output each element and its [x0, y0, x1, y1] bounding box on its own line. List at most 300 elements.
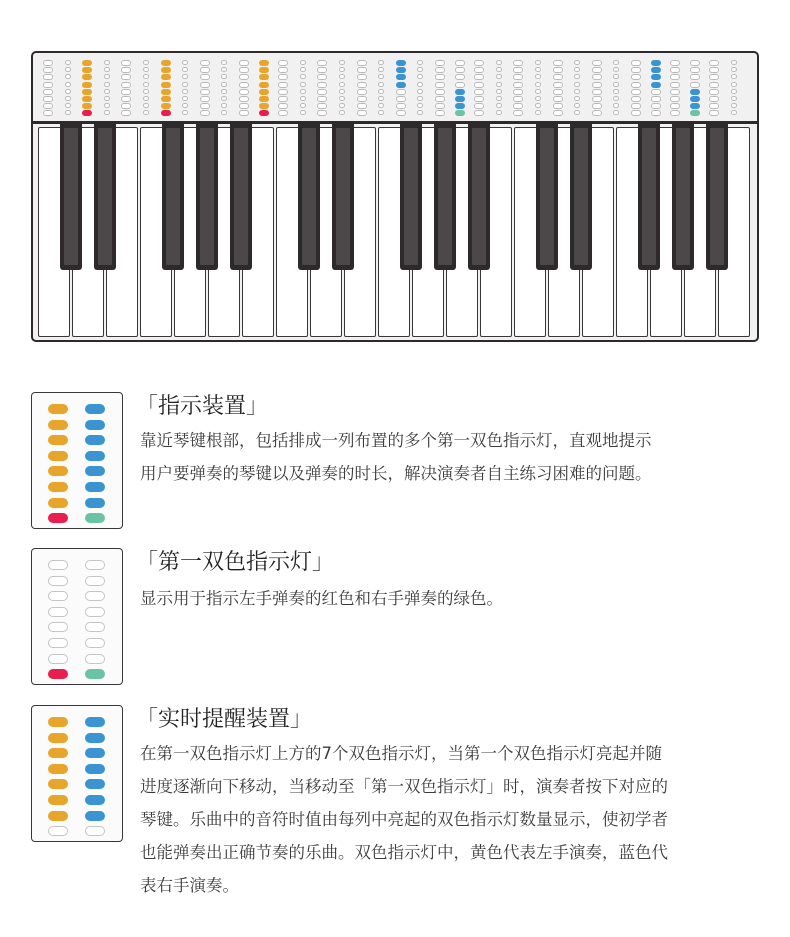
indicator-light [613, 82, 619, 87]
indicator-light [613, 110, 619, 115]
legend-light [85, 733, 105, 743]
indicator-light [455, 110, 465, 116]
indicator-light [357, 89, 367, 95]
indicator-light [709, 67, 719, 73]
indicator-light [339, 67, 345, 72]
legend-light [85, 717, 105, 727]
indicator-light [357, 60, 367, 66]
indicator-light [259, 103, 269, 109]
legend-light [48, 513, 68, 523]
indicator-light [690, 110, 700, 116]
indicator-light [513, 89, 523, 95]
indicator-light [239, 60, 249, 66]
indicator-light [182, 110, 188, 115]
indicator-panel [33, 53, 757, 121]
legend-light [85, 826, 105, 836]
indicator-light [496, 110, 502, 115]
indicator-light [239, 110, 249, 116]
indicator-light [43, 74, 53, 80]
indicator-light [259, 89, 269, 95]
indicator-light [200, 96, 210, 102]
indicator-light [200, 89, 210, 95]
indicator-light [396, 67, 406, 73]
indicator-light [182, 103, 188, 108]
indicator-light [709, 110, 719, 116]
legend-light [85, 513, 105, 523]
legend-light [48, 779, 68, 789]
indicator-light [161, 96, 171, 102]
indicator-light [221, 74, 227, 79]
description-line: 在第一双色指示灯上方的7个双色指示灯，当第一个双色指示灯亮起并随 [140, 744, 662, 763]
indicator-light [339, 89, 345, 94]
indicator-light [455, 60, 465, 66]
indicator-light [121, 89, 131, 95]
indicator-light [43, 89, 53, 95]
indicator-light [435, 67, 445, 73]
indicator-light [278, 96, 288, 102]
indicator-light [396, 96, 406, 102]
indicator-light [496, 96, 502, 101]
section-description [140, 424, 770, 490]
description-line: 显示用于指示左手弹奏的红色和右手弹奏的绿色。 [140, 589, 503, 608]
indicator-light [417, 67, 423, 72]
legend-light [48, 748, 68, 758]
legend-light [48, 717, 68, 727]
indicator-light [300, 89, 306, 94]
indicator-light [709, 82, 719, 88]
indicator-light [474, 74, 484, 80]
indicator-light [339, 96, 345, 101]
indicator-light [455, 89, 465, 95]
indicator-light [535, 89, 541, 94]
indicator-light [143, 74, 149, 79]
indicator-light [435, 82, 445, 88]
indicator-light [513, 82, 523, 88]
legend-light [48, 638, 68, 648]
indicator-light [239, 89, 249, 95]
indicator-light [613, 96, 619, 101]
indicator-light [396, 82, 406, 88]
indicator-light [631, 60, 641, 66]
black-key [196, 124, 218, 270]
indicator-light [435, 96, 445, 102]
indicator-light [455, 103, 465, 109]
indicator-light [496, 60, 502, 65]
black-key [468, 124, 490, 270]
legend-light [48, 591, 68, 601]
indicator-light [574, 74, 580, 79]
indicator-light [317, 82, 327, 88]
indicator-light [435, 89, 445, 95]
indicator-light [535, 103, 541, 108]
black-key [672, 124, 694, 270]
indicator-light [357, 82, 367, 88]
indicator-light [182, 96, 188, 101]
indicator-light [65, 96, 71, 101]
legend-light [48, 482, 68, 492]
indicator-light [339, 103, 345, 108]
indicator-light [513, 67, 523, 73]
indicator-light [396, 103, 406, 109]
indicator-light [182, 60, 188, 65]
legend-light [48, 435, 68, 445]
indicator-light [690, 67, 700, 73]
legend-light [85, 779, 105, 789]
legend-light [85, 654, 105, 664]
indicator-light [474, 60, 484, 66]
legend-light [48, 826, 68, 836]
indicator-light [82, 89, 92, 95]
indicator-light [121, 74, 131, 80]
indicator-light [709, 103, 719, 109]
indicator-light [121, 67, 131, 73]
indicator-light [651, 60, 661, 66]
indicator-light [143, 103, 149, 108]
indicator-light [278, 110, 288, 116]
indicator-light [553, 110, 563, 116]
indicator-light [670, 74, 680, 80]
indicator-light [317, 110, 327, 116]
legend-light [48, 607, 68, 617]
indicator-light [200, 60, 210, 66]
indicator-light [259, 96, 269, 102]
legend-light [48, 811, 68, 821]
indicator-light [574, 89, 580, 94]
black-key [230, 124, 252, 270]
indicator-light [631, 103, 641, 109]
indicator-light [709, 96, 719, 102]
indicator-light [535, 60, 541, 65]
indicator-light [300, 103, 306, 108]
indicator-light [731, 67, 737, 72]
indicator-light [690, 103, 700, 109]
indicator-light [161, 67, 171, 73]
indicator-light [631, 89, 641, 95]
indicator-light [278, 82, 288, 88]
indicator-light [651, 96, 661, 102]
indicator-light [417, 60, 423, 65]
indicator-light [43, 96, 53, 102]
legend-light [85, 638, 105, 648]
indicator-light [613, 89, 619, 94]
indicator-light [553, 89, 563, 95]
indicator-light [670, 60, 680, 66]
indicator-light [300, 74, 306, 79]
indicator-light [592, 89, 602, 95]
indicator-light [143, 89, 149, 94]
indicator-light [435, 103, 445, 109]
indicator-light [300, 82, 306, 87]
indicator-light [592, 60, 602, 66]
black-key [94, 124, 116, 270]
indicator-light [65, 82, 71, 87]
indicator-light [43, 60, 53, 66]
indicator-light [670, 103, 680, 109]
description-line: 也能弹奏出正确节奏的乐曲。双色指示灯中，黄色代表左手演奏，蓝色代 [140, 843, 668, 862]
black-key [60, 124, 82, 270]
indicator-light [553, 96, 563, 102]
legend-light [48, 451, 68, 461]
indicator-light [455, 82, 465, 88]
indicator-light [143, 96, 149, 101]
indicator-light [317, 67, 327, 73]
indicator-light [278, 67, 288, 73]
indicator-light [631, 82, 641, 88]
indicator-light [631, 110, 641, 116]
legend-light [85, 764, 105, 774]
section-title: 「第一双色指示灯」 [136, 550, 335, 575]
indicator-light [259, 60, 269, 66]
indicator-light [104, 89, 110, 94]
indicator-light [513, 103, 523, 109]
indicator-light [474, 82, 484, 88]
indicator-light [65, 74, 71, 79]
indicator-light [200, 103, 210, 109]
indicator-light [161, 82, 171, 88]
indicator-light [43, 67, 53, 73]
indicator-light [121, 96, 131, 102]
indicator-light [339, 60, 345, 65]
indicator-light [631, 96, 641, 102]
indicator-light [731, 89, 737, 94]
indicator-light [731, 110, 737, 115]
indicator-light [300, 110, 306, 115]
indicator-light [378, 74, 384, 79]
indicator-light [82, 60, 92, 66]
indicator-light [259, 82, 269, 88]
legend-light [48, 466, 68, 476]
indicator-light [378, 89, 384, 94]
indicator-light [221, 103, 227, 108]
indicator-light [435, 74, 445, 80]
indicator-light [339, 82, 345, 87]
indicator-light [300, 96, 306, 101]
indicator-light [592, 67, 602, 73]
indicator-light [259, 110, 269, 116]
indicator-light [613, 103, 619, 108]
indicator-light [221, 89, 227, 94]
indicator-light [592, 110, 602, 116]
indicator-light [690, 96, 700, 102]
indicator-light [182, 82, 188, 87]
indicator-light [82, 103, 92, 109]
indicator-light [535, 96, 541, 101]
indicator-light [121, 82, 131, 88]
indicator-light [592, 74, 602, 80]
indicator-light [221, 67, 227, 72]
indicator-light [104, 110, 110, 115]
indicator-light [378, 103, 384, 108]
indicator-light [574, 103, 580, 108]
indicator-light [182, 74, 188, 79]
indicator-light [182, 89, 188, 94]
legend-light [85, 435, 105, 445]
indicator-light [535, 67, 541, 72]
indicator-light [731, 74, 737, 79]
indicator-light [300, 60, 306, 65]
indicator-light [300, 67, 306, 72]
indicator-light [513, 74, 523, 80]
indicator-light [474, 103, 484, 109]
indicator-light [65, 60, 71, 65]
indicator-light [670, 110, 680, 116]
indicator-light [553, 103, 563, 109]
legend-light [48, 733, 68, 743]
indicator-light [651, 89, 661, 95]
indicator-light [670, 82, 680, 88]
legend-light [85, 451, 105, 461]
indicator-light [82, 74, 92, 80]
indicator-light [574, 110, 580, 115]
indicator-light [670, 96, 680, 102]
indicator-light [731, 82, 737, 87]
indicator-light [396, 60, 406, 66]
indicator-light [535, 110, 541, 115]
indicator-light [535, 74, 541, 79]
black-key [638, 124, 660, 270]
black-key [400, 124, 422, 270]
indicator-light [513, 110, 523, 116]
indicator-light [417, 74, 423, 79]
indicator-light [65, 67, 71, 72]
indicator-light [317, 103, 327, 109]
indicator-light [104, 82, 110, 87]
indicator-light [121, 110, 131, 116]
description-line: 琴键。乐曲中的音符时值由每列中亮起的双色指示灯数量显示，使初学者 [140, 810, 668, 829]
indicator-light [631, 74, 641, 80]
indicator-light [82, 110, 92, 116]
indicator-light [161, 103, 171, 109]
indicator-light [339, 110, 345, 115]
indicator-light [574, 82, 580, 87]
indicator-light [455, 96, 465, 102]
indicator-light [417, 110, 423, 115]
indicator-light [239, 67, 249, 73]
legend-light [48, 654, 68, 664]
indicator-light [574, 96, 580, 101]
indicator-light [200, 82, 210, 88]
indicator-light [239, 74, 249, 80]
legend-light [48, 560, 68, 570]
indicator-light [82, 82, 92, 88]
indicator-light [731, 103, 737, 108]
indicator-light [278, 60, 288, 66]
indicator-light [357, 67, 367, 73]
indicator-light [239, 82, 249, 88]
indicator-light [317, 60, 327, 66]
indicator-light [553, 67, 563, 73]
indicator-light [651, 103, 661, 109]
legend-light [48, 795, 68, 805]
indicator-light [709, 60, 719, 66]
indicator-light [613, 60, 619, 65]
indicator-light [396, 110, 406, 116]
indicator-light [496, 82, 502, 87]
indicator-light [513, 60, 523, 66]
black-key [162, 124, 184, 270]
indicator-light [553, 60, 563, 66]
indicator-light [143, 82, 149, 87]
indicator-light [65, 89, 71, 94]
indicator-light [378, 110, 384, 115]
indicator-light [690, 60, 700, 66]
indicator-light [651, 82, 661, 88]
indicator-light [417, 89, 423, 94]
legend-light [48, 576, 68, 586]
indicator-light [574, 67, 580, 72]
legend-light [85, 482, 105, 492]
indicator-light [513, 96, 523, 102]
indicator-light [317, 96, 327, 102]
black-key [570, 124, 592, 270]
indicator-light [613, 74, 619, 79]
legend-light [85, 466, 105, 476]
indicator-light [317, 89, 327, 95]
indicator-light [121, 60, 131, 66]
indicator-light [121, 103, 131, 109]
indicator-light [65, 103, 71, 108]
black-key [706, 124, 728, 270]
legend-light [85, 795, 105, 805]
indicator-light [65, 110, 71, 115]
indicator-light [200, 67, 210, 73]
indicator-light [690, 89, 700, 95]
indicator-light [417, 82, 423, 87]
indicator-light [104, 103, 110, 108]
indicator-light [200, 74, 210, 80]
description-line: 进度逐渐向下移动，当移动至「第一双色指示灯」时，演奏者按下对应的 [140, 777, 668, 796]
section-description [140, 737, 770, 902]
indicator-light [357, 103, 367, 109]
indicator-light [339, 74, 345, 79]
legend-light [85, 498, 105, 508]
indicator-light [496, 89, 502, 94]
indicator-light [200, 110, 210, 116]
keyboard-device [31, 51, 759, 342]
indicator-light [455, 67, 465, 73]
black-key [536, 124, 558, 270]
indicator-light [161, 60, 171, 66]
indicator-light [553, 82, 563, 88]
indicator-light [731, 60, 737, 65]
indicator-light [239, 96, 249, 102]
indicator-light [82, 67, 92, 73]
indicator-light [378, 82, 384, 87]
indicator-light [670, 89, 680, 95]
indicator-light [574, 60, 580, 65]
indicator-light [592, 103, 602, 109]
indicator-light [709, 74, 719, 80]
legend-light [85, 811, 105, 821]
indicator-light [417, 96, 423, 101]
legend-light [85, 420, 105, 430]
indicator-light [161, 110, 171, 116]
legend-light [85, 607, 105, 617]
indicator-light [182, 67, 188, 72]
legend-first-dual-color-light [31, 548, 123, 685]
section-title: 「实时提醒装置」 [136, 707, 313, 732]
black-key [434, 124, 456, 270]
indicator-light [104, 60, 110, 65]
legend-light [48, 498, 68, 508]
indicator-light [143, 60, 149, 65]
indicator-light [104, 67, 110, 72]
indicator-light [378, 96, 384, 101]
indicator-light [378, 60, 384, 65]
black-key [298, 124, 320, 270]
description-line: 靠近琴键根部，包括排成一列布置的多个第一双色指示灯，直观地提示 [140, 431, 652, 450]
indicator-light [396, 74, 406, 80]
